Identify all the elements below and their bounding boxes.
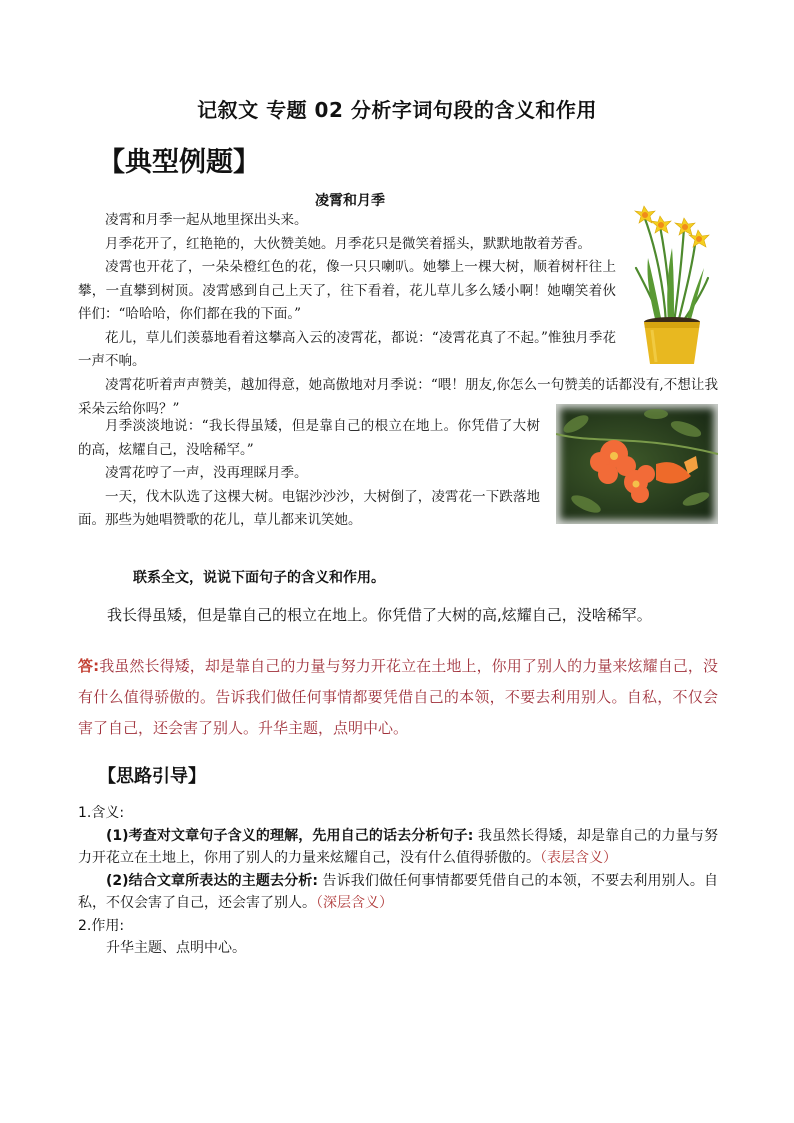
story-paragraph: 凌霄也开花了，一朵朵橙红色的花，像一只只喇叭。她攀上一棵大树，顺着树杆往上攀，一直攀到树顶。凌霄感到自己上天了，往下看着，花儿草儿多么矮小啊！她嘲笑着伙伴们：“哈哈哈，你们都在我的下面。” xyxy=(78,259,616,322)
answer-block xyxy=(78,651,718,744)
answer-text: 我虽然长得矮，却是靠自己的力量与努力开花立在土地上，你用了别人的力量来炫耀自己，没有什么值得骄傲的。告诉我们做任何事情都要凭借自己的本领，不要去利用别人。自私，不仅会害了自己，还会害了别人。升华主题，点明中心。 xyxy=(78,657,718,737)
section-heading-guide: 【思路引导】 xyxy=(98,766,206,787)
quoted-sentence: 我长得虽矮，但是靠自己的根立在地上。你凭借了大树的高,炫耀自己，没啥稀罕。 xyxy=(107,606,652,624)
page-title: 记叙文 专题 02 分析字词句段的含义和作用 xyxy=(197,98,597,122)
trumpet-vine-flower-image xyxy=(556,404,718,524)
story-paragraph: 凌霄花哼了一声，没再理睬月季。 xyxy=(105,465,308,481)
section-heading-example: 【典型例题】 xyxy=(98,147,260,178)
story-block-top xyxy=(78,209,616,374)
story-paragraph: 月季花开了，红艳艳的，大伙赞美她。月季花只是微笑着摇头，默默地散着芳香。 xyxy=(105,235,591,252)
guide-point-2 xyxy=(78,870,718,915)
story-paragraph: 花儿，草儿们羡慕地看着这攀高入云的凌霄花，都说：“凌霄花真了不起。”惟独月季花一声不响。 xyxy=(78,329,616,369)
guide-heading-meaning: 1.含义: xyxy=(78,805,125,821)
daffodil-pot-image xyxy=(626,198,712,368)
guide-point-2-lead: (2)结合文章所表达的主题去分析: xyxy=(106,872,318,889)
guide-point-1-lead: (1)考查对文章句子含义的理解，先用自己的话去分析句子: xyxy=(106,827,474,844)
guide-point-1-note: （表层含义） xyxy=(540,850,617,866)
story-paragraph: 凌霄花听着声声赞美，越加得意，她高傲地对月季说：“喂！朋友,你怎么一句赞美的话都没有,不想让我采朵云给你吗？” xyxy=(78,377,718,417)
story-block-bottom xyxy=(78,415,540,533)
answer-label: 答: xyxy=(78,657,100,675)
story-paragraph: 一天，伐木队选了这棵大树。电锯沙沙沙，大树倒了，凌霄花一下跌落地面。那些为她唱赞歌的花儿，草儿都来讥笑她。 xyxy=(78,488,540,528)
question-prompt: 联系全文，说说下面句子的含义和作用。 xyxy=(133,570,385,586)
story-title: 凌霄和月季 xyxy=(315,193,385,209)
story-paragraph: 月季淡淡地说：“我长得虽矮，但是靠自己的根立在地上。你凭借了大树的高，炫耀自己，没啥稀罕。” xyxy=(78,418,540,458)
guide-point-1-text: 我虽然长得矮，却是靠自己的力量与努力开花立在土地上，你用了别人的力量来炫耀自己，没有什么值得骄傲的。 xyxy=(78,827,718,866)
guide-point-3: 升华主题、点明中心。 xyxy=(106,940,246,956)
guide-point-1 xyxy=(78,825,718,870)
story-paragraph: 凌霄和月季一起从地里探出头来。 xyxy=(105,212,308,228)
guide-point-2-text: 告诉我们做任何事情都要凭借自己的本领，不要去利用别人。自私，不仅会害了自己，还会害了别人。 xyxy=(78,872,719,911)
guide-point-2-note: （深层含义） xyxy=(316,895,393,911)
guide-heading-function: 2.作用: xyxy=(78,917,125,934)
guide-block xyxy=(78,802,718,960)
